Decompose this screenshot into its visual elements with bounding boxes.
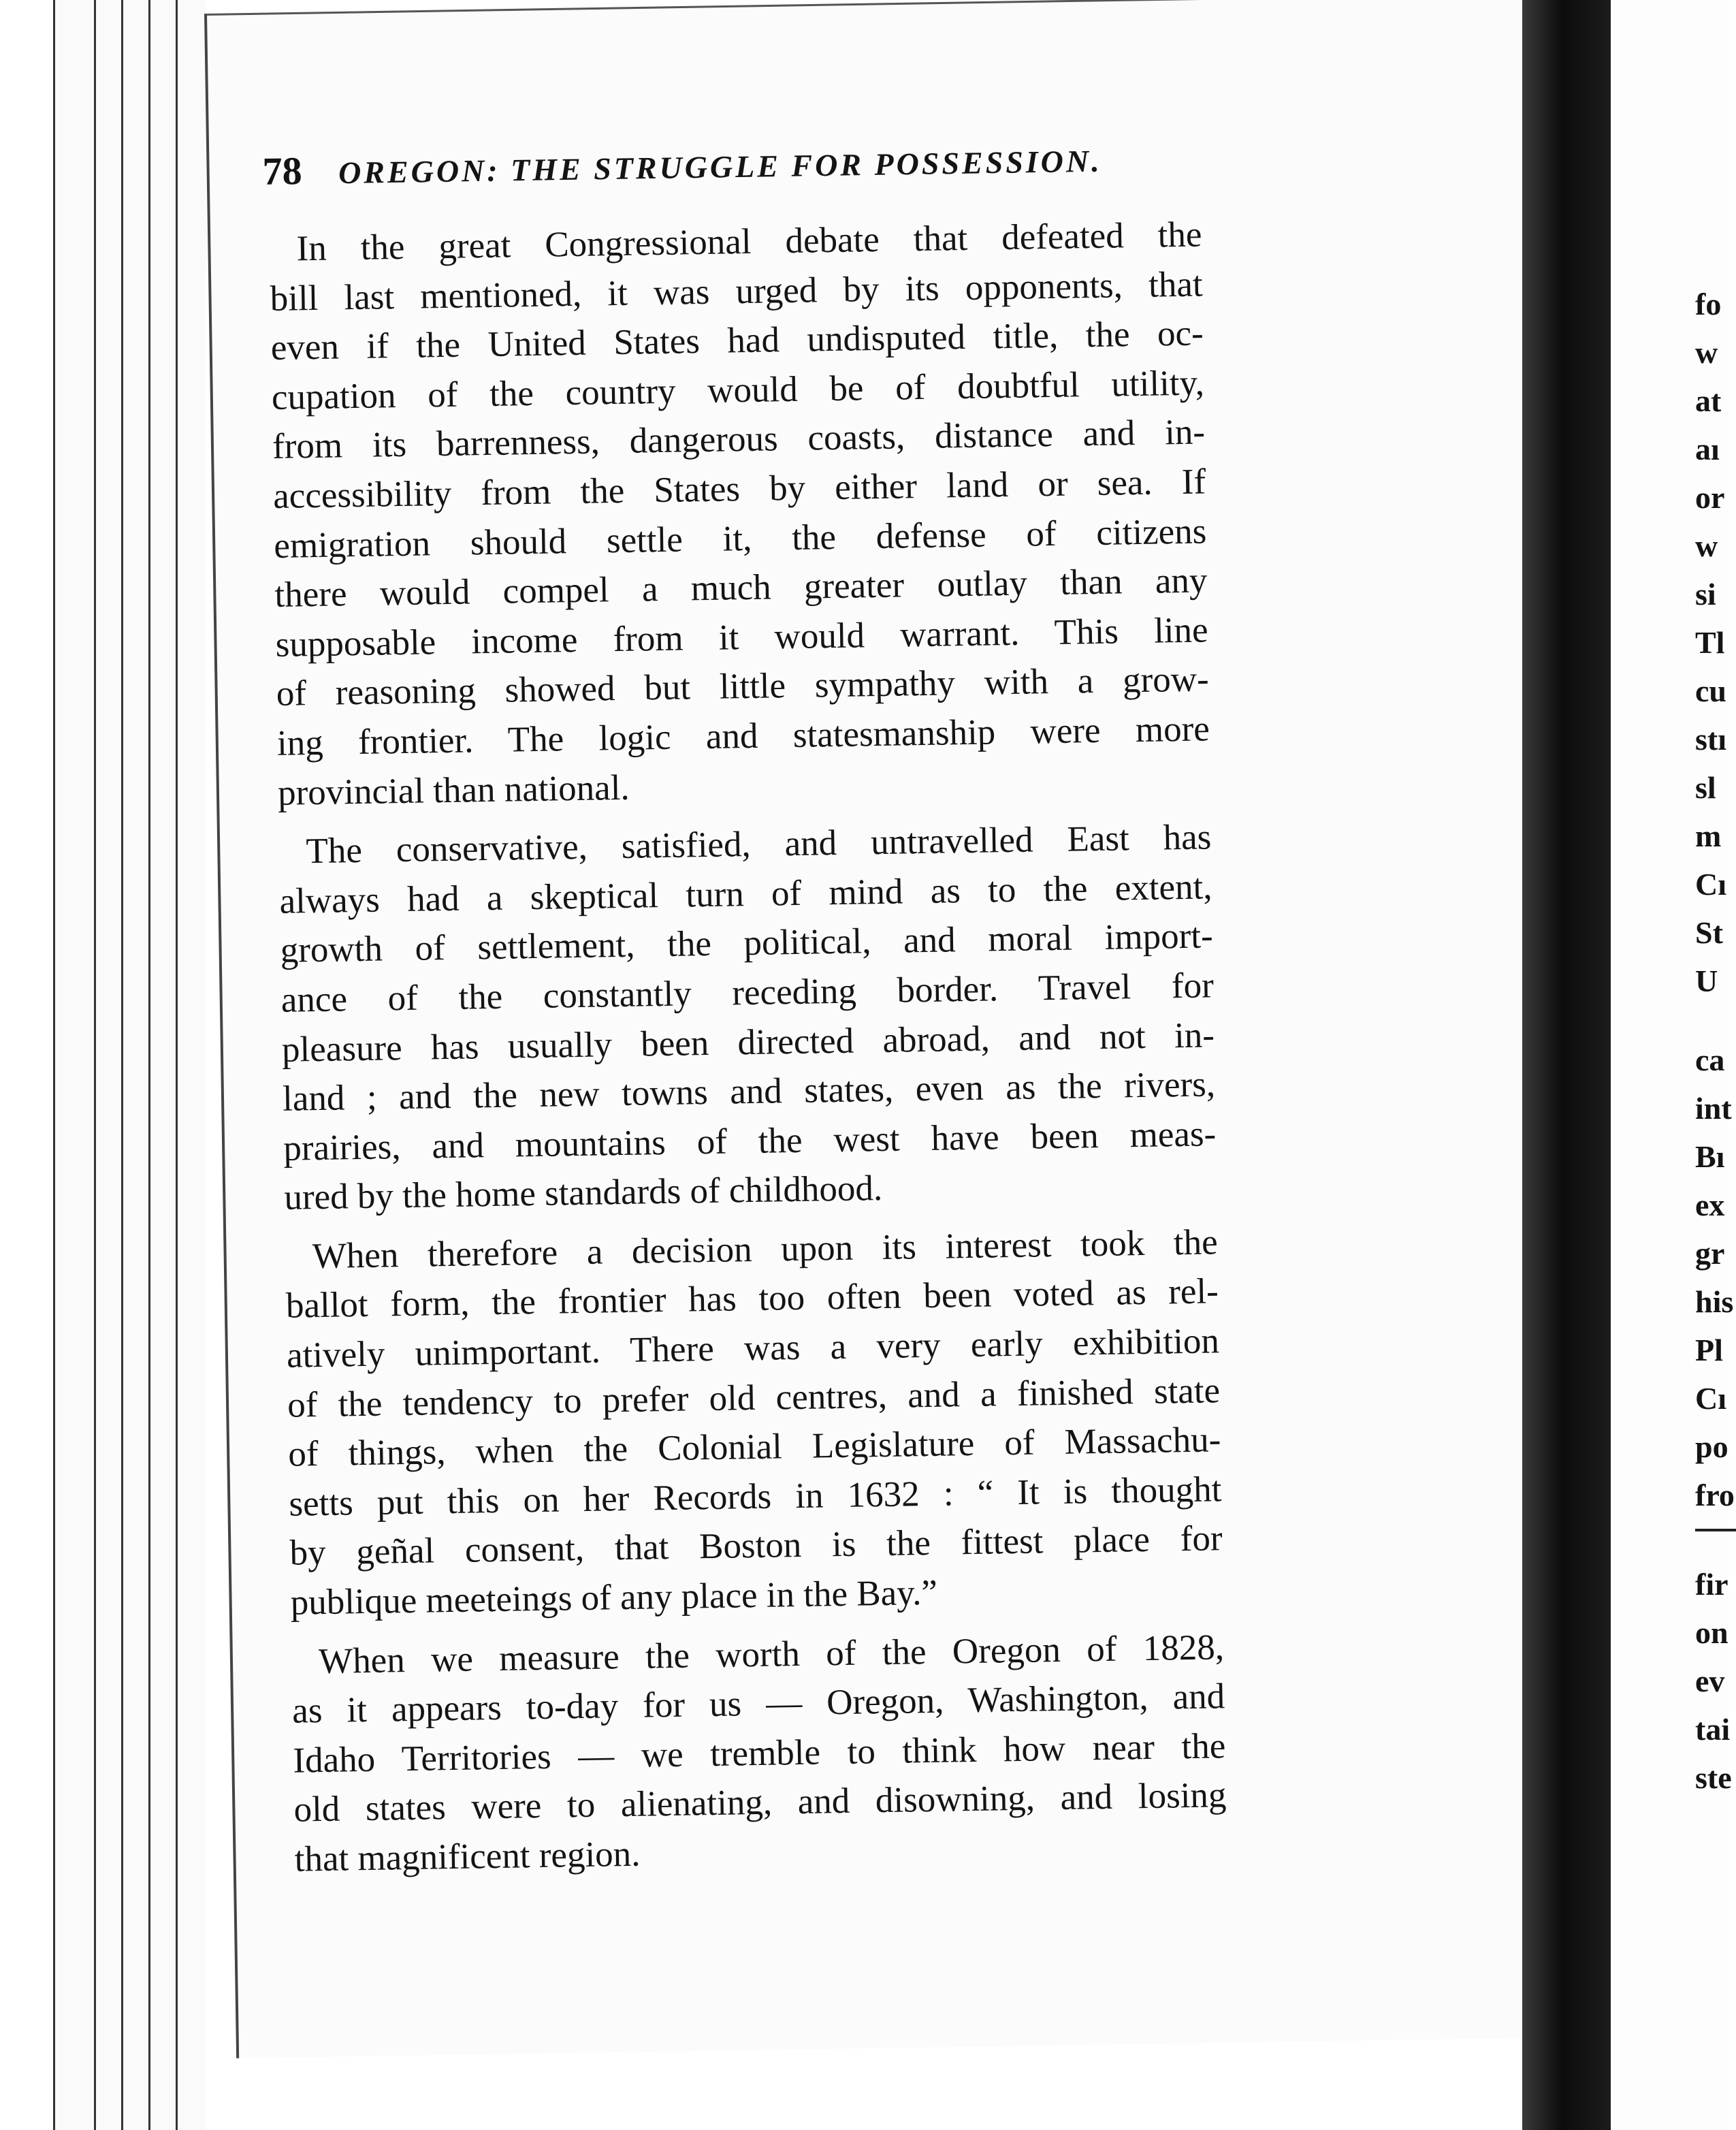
page-number: 78 xyxy=(262,148,303,193)
facing-text-fragment: tai xyxy=(1695,1712,1731,1747)
facing-text-fragment: Pl xyxy=(1695,1333,1723,1367)
facing-text-fragment: m xyxy=(1695,818,1722,853)
facing-text-fragment: po xyxy=(1695,1429,1729,1464)
text-line: growth of settlement, the political, and moral import- xyxy=(280,916,1214,971)
text-line: old states were to alienating, and disowning, and losing xyxy=(293,1775,1227,1830)
facing-text-fragment: aı xyxy=(1695,432,1720,466)
facing-text-fragment: cu xyxy=(1695,673,1726,708)
paragraph xyxy=(285,1218,1223,1627)
facing-text-fragment: ca xyxy=(1695,1043,1725,1077)
facing-text-fragment: at xyxy=(1695,383,1722,418)
facing-text-fragment: gr xyxy=(1695,1236,1725,1271)
facing-divider-rule xyxy=(1695,1529,1736,1531)
text-line: ance of the constantly receding border. Travel for xyxy=(280,966,1215,1020)
text-line: of things, when the Colonial Legislature of Massachu- xyxy=(287,1420,1221,1475)
facing-text-fragment: St xyxy=(1695,915,1723,950)
page-edge xyxy=(148,0,178,2130)
body-text xyxy=(269,210,1227,1894)
text-line: cupation of the country would be of doubtful utility, xyxy=(271,363,1205,417)
page-edge xyxy=(176,0,206,2130)
facing-text-fragment: Bı xyxy=(1695,1139,1725,1174)
text-line: supposable income from it would warrant. This line xyxy=(275,610,1208,665)
facing-text-fragment: ste xyxy=(1695,1760,1732,1795)
text-line: provincial than national. xyxy=(277,767,630,813)
facing-text-fragment: int xyxy=(1695,1091,1732,1126)
running-title: OREGON: THE STRUGGLE FOR POSSESSION. xyxy=(338,143,1103,191)
text-line: publique meeteings of any place in the Bay.” xyxy=(290,1572,938,1623)
facing-text-fragment: fo xyxy=(1695,287,1722,321)
facing-text-fragment: w xyxy=(1695,335,1718,370)
facing-text-fragment: sl xyxy=(1695,770,1716,805)
text-line: emigration should settle it, the defense of citizens xyxy=(273,511,1207,566)
book-gutter xyxy=(1522,0,1611,2130)
text-line: When we measure the worth of the Oregon of 1828, xyxy=(318,1627,1225,1681)
facing-text-fragment: si xyxy=(1695,577,1716,611)
facing-text-fragment: ex xyxy=(1695,1188,1725,1222)
facing-text-fragment: Cı xyxy=(1695,867,1726,902)
text-line: that magnificent region. xyxy=(294,1834,641,1879)
text-line: bill last mentioned, it was urged by its opponents, that xyxy=(270,264,1203,319)
text-line: of the tendency to prefer old centres, and a finished state xyxy=(287,1370,1221,1425)
text-line: there would compel a much greater outlay than any xyxy=(274,560,1208,616)
text-line: ured by the home standards of childhood. xyxy=(283,1169,883,1218)
page-edge xyxy=(121,0,150,2130)
text-line: as it appears to-day for us — Oregon, Washington, and xyxy=(291,1676,1225,1731)
facing-text-fragment: his xyxy=(1695,1284,1734,1319)
facing-text-fragment: Cı xyxy=(1695,1381,1726,1416)
text-line: When therefore a decision upon its interest took the xyxy=(312,1222,1219,1277)
text-line: ing frontier. The logic and statesmanship were more xyxy=(276,709,1210,763)
facing-text-fragment: or xyxy=(1695,480,1725,515)
text-line: from its barrenness, dangerous coasts, distance and in- xyxy=(272,412,1206,467)
facing-text-fragment: fro xyxy=(1695,1478,1735,1512)
text-line: even if the United States had undisputed title, the oc- xyxy=(270,313,1204,368)
text-line: Idaho Territories — we tremble to think how near the xyxy=(292,1726,1226,1781)
text-line: always had a skeptical turn of mind as to the extent, xyxy=(279,867,1212,921)
text-line: of reasoning showed but little sympathy with a grow- xyxy=(276,659,1210,714)
text-line: by geñal consent, that Boston is the fittest place for xyxy=(289,1519,1223,1574)
text-line: The conservative, satisfied, and untravelled East has xyxy=(306,817,1212,872)
text-line: pleasure has usually been directed abroad, and not in- xyxy=(281,1015,1215,1070)
facing-text-fragment: stı xyxy=(1695,722,1726,757)
text-line: atively unimportant. There was a very early exhibition xyxy=(286,1321,1220,1376)
text-line: accessibility from the States by either land or sea. If xyxy=(272,462,1206,516)
paragraph xyxy=(278,812,1217,1222)
facing-text-fragment: U xyxy=(1695,964,1718,998)
text-line: prairies, and mountains of the west have been meas- xyxy=(283,1114,1217,1169)
facing-text-fragment: Tl xyxy=(1695,625,1725,660)
text-line: land ; and the new towns and states, even as the rivers, xyxy=(282,1064,1216,1119)
facing-text-fragment: on xyxy=(1695,1615,1729,1650)
facing-text-fragment: ev xyxy=(1695,1664,1725,1698)
page-edge xyxy=(94,0,123,2130)
paragraph xyxy=(291,1623,1228,1884)
facing-text-fragment: fir xyxy=(1695,1567,1729,1602)
paragraph xyxy=(269,210,1211,818)
facing-text-fragment: w xyxy=(1695,528,1718,563)
text-line: setts put this on her Records in 1632 : “ It is thought xyxy=(289,1469,1222,1524)
text-line: ballot form, the frontier has too often been voted as rel- xyxy=(285,1271,1219,1326)
page-edge xyxy=(53,0,96,2130)
text-line: In the great Congressional debate that defeated the xyxy=(296,214,1202,269)
